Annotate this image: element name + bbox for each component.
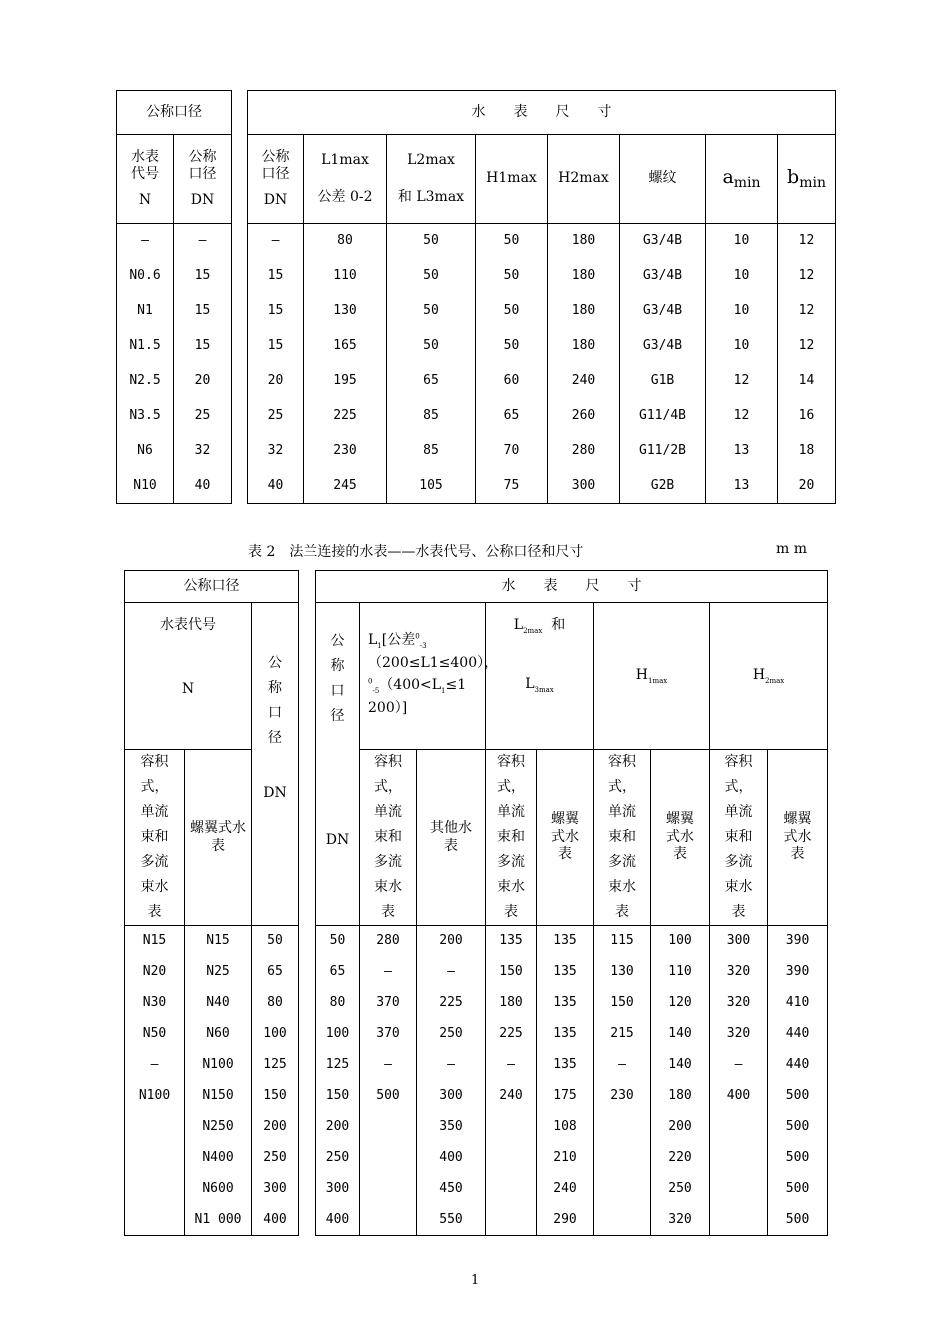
t2-cell: 180 [486, 988, 537, 1019]
t2-header-l2-l3: $L_{2max}$ 和 $L_{3max}$ [486, 603, 594, 750]
t1-cell: 195 [304, 364, 387, 399]
t1-cell: 230 [304, 434, 387, 469]
t2-subheader-h1-woltman: 螺翼式水表 [651, 750, 710, 926]
t2-cell: 65 [252, 957, 299, 988]
t1-cell: N1.5 [117, 329, 174, 364]
t2-row [125, 1050, 828, 1081]
t2-row [125, 957, 828, 988]
t1-cell: 50 [387, 224, 476, 259]
t1-cell: 260 [548, 399, 620, 434]
t2-cell: 215 [594, 1019, 651, 1050]
t1-cell: 50 [387, 259, 476, 294]
t1-cell: 12 [778, 294, 836, 329]
t2-cell: 180 [651, 1081, 710, 1112]
t1-cell: 180 [548, 329, 620, 364]
t1-cell: 85 [387, 399, 476, 434]
t1-cell: 15 [174, 294, 232, 329]
t2-cell: — [710, 1050, 768, 1081]
t2-cell: N60 [185, 1019, 252, 1050]
t2-cell: N150 [185, 1081, 252, 1112]
t1-cell: 50 [476, 224, 548, 259]
t1-cell: 225 [304, 399, 387, 434]
t2-gap-cell [299, 1050, 316, 1081]
t2-cell: 300 [710, 926, 768, 957]
t2-cell: 300 [316, 1174, 360, 1205]
t2-header-dn-left: 公称口径 DN [252, 603, 299, 926]
t2-cell: 240 [537, 1174, 594, 1205]
t2-gap-cell [299, 957, 316, 988]
t1-cell: 18 [778, 434, 836, 469]
t2-cell [125, 1174, 185, 1205]
t2-cell: 250 [651, 1174, 710, 1205]
t2-cell: 250 [316, 1143, 360, 1174]
t1-cell: 70 [476, 434, 548, 469]
t1-cell: G3/4B [620, 259, 706, 294]
t2-cell: 140 [651, 1019, 710, 1050]
t1-header-a-min: amin [706, 135, 778, 224]
t2-cell: 135 [486, 926, 537, 957]
t1-cell: 12 [778, 224, 836, 259]
t1-cell: 180 [548, 294, 620, 329]
t2-cell: 400 [252, 1205, 299, 1236]
t2-cell: 240 [486, 1081, 537, 1112]
t2-cell: 108 [537, 1112, 594, 1143]
t1-cell: G11/2B [620, 434, 706, 469]
t2-gap-cell [299, 926, 316, 957]
t2-cell: 500 [768, 1112, 828, 1143]
t2-cell: N50 [125, 1019, 185, 1050]
t2-subheader-h1-volumetric: 容积式，单流束和多流束水表 [594, 750, 651, 926]
t1-cell: G3/4B [620, 329, 706, 364]
t2-row [125, 926, 828, 957]
t1-cell: 15 [248, 259, 304, 294]
table-1 [116, 90, 836, 504]
t1-gap-cell [232, 329, 248, 364]
t1-cell: 50 [387, 294, 476, 329]
t2-row [125, 1019, 828, 1050]
t2-cell: 125 [316, 1050, 360, 1081]
t2-cell: 390 [768, 926, 828, 957]
t2-cell: 400 [417, 1143, 486, 1174]
t2-cell: 125 [252, 1050, 299, 1081]
t2-row [125, 1143, 828, 1174]
t1-gap [232, 91, 248, 224]
t2-cell [594, 1205, 651, 1236]
t2-cell: 400 [710, 1081, 768, 1112]
t1-cell: 65 [476, 399, 548, 434]
t2-cell: 80 [252, 988, 299, 1019]
t1-row [117, 259, 836, 294]
t1-cell: 180 [548, 224, 620, 259]
t2-cell: 550 [417, 1205, 486, 1236]
t1-gap-cell [232, 294, 248, 329]
t2-cell [710, 1205, 768, 1236]
t1-cell: 25 [174, 399, 232, 434]
t1-cell: 130 [304, 294, 387, 329]
t2-cell: 65 [316, 957, 360, 988]
t1-cell: — [248, 224, 304, 259]
t2-gap-cell [299, 1205, 316, 1236]
t2-cell: 50 [252, 926, 299, 957]
t1-cell: 50 [476, 294, 548, 329]
t1-header-l2: L2max 和 L3max [387, 135, 476, 224]
t2-row [125, 1112, 828, 1143]
t2-cell: 410 [768, 988, 828, 1019]
t2-cell: 320 [651, 1205, 710, 1236]
t2-cell [486, 1112, 537, 1143]
t2-cell: N20 [125, 957, 185, 988]
t2-cell: 115 [594, 926, 651, 957]
t1-cell: N6 [117, 434, 174, 469]
t1-cell: 15 [248, 329, 304, 364]
t1-cell: 50 [387, 329, 476, 364]
t2-cell: 250 [252, 1143, 299, 1174]
t2-header-l1: $L_1$[公差$^0_{-3}$（200≤L1≤400），$^0_{-5}(400<L_1\le 1$ 200）] [360, 603, 486, 750]
t2-row [125, 988, 828, 1019]
t2-cell: 200 [651, 1112, 710, 1143]
t2-cell: N100 [125, 1081, 185, 1112]
t2-header-code: 水表代号 N [125, 603, 252, 750]
t2-cell: 130 [594, 957, 651, 988]
t2-cell: 200 [252, 1112, 299, 1143]
t1-gap-cell [232, 224, 248, 259]
t1-row [117, 224, 836, 259]
t1-cell: 75 [476, 469, 548, 504]
t1-cell: 60 [476, 364, 548, 399]
t1-header-dn-left: 公称口径 DN [174, 135, 232, 224]
t2-cell [125, 1112, 185, 1143]
t1-header-dims-group: 水 表 尺 寸 [248, 91, 836, 135]
t2-cell: 135 [537, 1050, 594, 1081]
t1-cell: N1 [117, 294, 174, 329]
t1-cell: 20 [778, 469, 836, 504]
t2-cell: 150 [594, 988, 651, 1019]
t1-cell: 12 [778, 329, 836, 364]
t2-cell: 220 [651, 1143, 710, 1174]
t2-cell: N30 [125, 988, 185, 1019]
t1-gap-cell [232, 434, 248, 469]
t2-cell [486, 1143, 537, 1174]
t2-gap-cell [299, 1143, 316, 1174]
t2-header-dn-group: 公称口径 [125, 571, 299, 603]
t1-cell: 50 [476, 329, 548, 364]
t2-gap-cell [299, 1112, 316, 1143]
t2-cell: 175 [537, 1081, 594, 1112]
t2-subheader-l1-volumetric: 容积式，单流束和多流束水表 [360, 750, 417, 926]
t2-cell: 200 [417, 926, 486, 957]
t1-cell: G11/4B [620, 399, 706, 434]
t1-row [117, 329, 836, 364]
t1-cell: 13 [706, 469, 778, 504]
t1-cell: 20 [174, 364, 232, 399]
t1-cell: 15 [174, 329, 232, 364]
t1-cell: — [174, 224, 232, 259]
t2-subheader-l1-other: 其他水表 [417, 750, 486, 926]
t2-header-dims-group: 水 表 尺 寸 [316, 571, 828, 603]
t2-cell: 100 [316, 1019, 360, 1050]
t1-header-h1: H1max [476, 135, 548, 224]
t1-header-dn-right: 公称口径 DN [248, 135, 304, 224]
t2-cell [594, 1174, 651, 1205]
t2-cell: N15 [125, 926, 185, 957]
t2-cell: — [417, 957, 486, 988]
t2-cell [360, 1143, 417, 1174]
t2-cell: 500 [768, 1081, 828, 1112]
t1-cell: 85 [387, 434, 476, 469]
t2-cell [710, 1112, 768, 1143]
t1-cell: 40 [174, 469, 232, 504]
t2-cell: 500 [768, 1205, 828, 1236]
t2-cell: N25 [185, 957, 252, 988]
t1-cell: G2B [620, 469, 706, 504]
t1-cell: — [117, 224, 174, 259]
t1-gap-cell [232, 364, 248, 399]
t2-subheader-h2-woltman: 螺翼式水表 [768, 750, 828, 926]
t2-cell: 135 [537, 1019, 594, 1050]
t1-cell: 65 [387, 364, 476, 399]
t2-cell: 150 [316, 1081, 360, 1112]
t2-cell: 250 [417, 1019, 486, 1050]
t1-cell: 15 [174, 259, 232, 294]
t1-cell: 25 [248, 399, 304, 434]
t1-cell: N0.6 [117, 259, 174, 294]
t2-cell [486, 1174, 537, 1205]
t2-header-h2: $H_{2max}$ [710, 603, 828, 750]
t1-header-thread: 螺纹 [620, 135, 706, 224]
t2-cell: 350 [417, 1112, 486, 1143]
t1-cell: 50 [476, 259, 548, 294]
t1-cell: 80 [304, 224, 387, 259]
t2-cell: — [360, 1050, 417, 1081]
t2-cell [710, 1143, 768, 1174]
t2-cell: 320 [710, 957, 768, 988]
t1-cell: G1B [620, 364, 706, 399]
t1-cell: N3.5 [117, 399, 174, 434]
t2-cell: 140 [651, 1050, 710, 1081]
t2-cell [125, 1205, 185, 1236]
t1-header-l1: L1max 公差 0-2 [304, 135, 387, 224]
t2-cell: N15 [185, 926, 252, 957]
t2-row [125, 1174, 828, 1205]
t2-cell: N250 [185, 1112, 252, 1143]
t1-gap-cell [232, 469, 248, 504]
t1-cell: 40 [248, 469, 304, 504]
t2-cell: 135 [537, 926, 594, 957]
t2-cell: — [486, 1050, 537, 1081]
t2-cell: 150 [486, 957, 537, 988]
t2-cell [594, 1143, 651, 1174]
t2-cell [125, 1143, 185, 1174]
t2-cell: 440 [768, 1019, 828, 1050]
t1-row [117, 364, 836, 399]
t2-cell: 320 [710, 1019, 768, 1050]
t2-subheader-h2-volumetric: 容积式，单流束和多流束水表 [710, 750, 768, 926]
table-2 [124, 570, 828, 1236]
page-number: 1 [471, 1273, 480, 1288]
t2-cell: 440 [768, 1050, 828, 1081]
t2-cell: 370 [360, 1019, 417, 1050]
t2-cell: 225 [417, 988, 486, 1019]
t2-cell: 450 [417, 1174, 486, 1205]
t1-cell: 105 [387, 469, 476, 504]
table-2-caption: 表 2 法兰连接的水表——水表代号、公称口径和尺寸 [248, 544, 584, 560]
t2-subheader-l2-volumetric: 容积式，单流束和多流束水表 [486, 750, 537, 926]
t2-cell: 50 [316, 926, 360, 957]
t2-body [125, 926, 828, 1236]
t1-cell: G3/4B [620, 294, 706, 329]
t1-cell: 10 [706, 259, 778, 294]
t2-gap-cell [299, 1081, 316, 1112]
t2-cell: 110 [651, 957, 710, 988]
t1-cell: 12 [778, 259, 836, 294]
t2-cell: 210 [537, 1143, 594, 1174]
t1-cell: 110 [304, 259, 387, 294]
t1-body [117, 224, 836, 504]
t2-cell: 300 [252, 1174, 299, 1205]
t2-subheader-code-woltman: 螺翼式水表 [185, 750, 252, 926]
table-2-unit: m m [776, 541, 808, 557]
t2-cell: 120 [651, 988, 710, 1019]
t1-cell: 180 [548, 259, 620, 294]
t1-row [117, 399, 836, 434]
t1-cell: 15 [248, 294, 304, 329]
t1-cell: 12 [706, 399, 778, 434]
t2-cell: 200 [316, 1112, 360, 1143]
t1-gap-cell [232, 399, 248, 434]
t2-cell: N40 [185, 988, 252, 1019]
t2-cell: 300 [417, 1081, 486, 1112]
t1-gap-cell [232, 259, 248, 294]
t2-cell: 135 [537, 957, 594, 988]
t2-cell: 500 [360, 1081, 417, 1112]
t1-cell: 13 [706, 434, 778, 469]
t2-cell: — [417, 1050, 486, 1081]
t2-cell: — [360, 957, 417, 988]
t2-row [125, 1081, 828, 1112]
t1-header-b-min: bmin [778, 135, 836, 224]
t2-cell: — [125, 1050, 185, 1081]
t1-cell: 240 [548, 364, 620, 399]
t2-cell [594, 1112, 651, 1143]
t1-cell: 280 [548, 434, 620, 469]
t2-gap [299, 571, 316, 926]
t2-cell: — [594, 1050, 651, 1081]
t2-cell: 390 [768, 957, 828, 988]
t1-cell: 165 [304, 329, 387, 364]
t2-cell: 370 [360, 988, 417, 1019]
t2-cell: N600 [185, 1174, 252, 1205]
t2-cell: 400 [316, 1205, 360, 1236]
t2-cell: 100 [252, 1019, 299, 1050]
t1-cell: 300 [548, 469, 620, 504]
t2-cell: 230 [594, 1081, 651, 1112]
t2-cell [360, 1205, 417, 1236]
t2-cell [486, 1205, 537, 1236]
t1-cell: 10 [706, 329, 778, 364]
t1-row [117, 294, 836, 329]
t2-cell: 225 [486, 1019, 537, 1050]
t2-cell [360, 1174, 417, 1205]
t2-cell: 320 [710, 988, 768, 1019]
t2-cell: N100 [185, 1050, 252, 1081]
t2-subheader-l2-woltman: 螺翼式水表 [537, 750, 594, 926]
t1-cell: 12 [706, 364, 778, 399]
t2-cell: 500 [768, 1174, 828, 1205]
t1-row [117, 434, 836, 469]
t1-header-code: 水表代号 N [117, 135, 174, 224]
t1-header-dn-group: 公称口径 [117, 91, 232, 135]
t2-header-dn-right: 公称口径 DN [316, 603, 360, 926]
t2-cell: 280 [360, 926, 417, 957]
t2-cell: N1 000 [185, 1205, 252, 1236]
t2-cell: 290 [537, 1205, 594, 1236]
t1-row [117, 469, 836, 504]
t2-cell: 135 [537, 988, 594, 1019]
t1-cell: 14 [778, 364, 836, 399]
t1-cell: 245 [304, 469, 387, 504]
t1-cell: N2.5 [117, 364, 174, 399]
t2-cell: 150 [252, 1081, 299, 1112]
t1-cell: 10 [706, 224, 778, 259]
t1-header-h2: H2max [548, 135, 620, 224]
t2-row [125, 1205, 828, 1236]
t2-header-h1: $H_{1max}$ [594, 603, 710, 750]
t2-cell: N400 [185, 1143, 252, 1174]
t1-cell: 32 [174, 434, 232, 469]
t2-cell: 100 [651, 926, 710, 957]
t2-subheader-code-volumetric: 容积式，单流束和多流束水表 [125, 750, 185, 926]
t2-gap-cell [299, 1019, 316, 1050]
t1-cell: 16 [778, 399, 836, 434]
t2-cell [710, 1174, 768, 1205]
t2-cell: 80 [316, 988, 360, 1019]
t1-cell: 20 [248, 364, 304, 399]
t1-cell: 32 [248, 434, 304, 469]
t2-gap-cell [299, 988, 316, 1019]
t2-gap-cell [299, 1174, 316, 1205]
t1-cell: G3/4B [620, 224, 706, 259]
t2-cell [360, 1112, 417, 1143]
t2-cell: 500 [768, 1143, 828, 1174]
t1-cell: 10 [706, 294, 778, 329]
t1-cell: N10 [117, 469, 174, 504]
